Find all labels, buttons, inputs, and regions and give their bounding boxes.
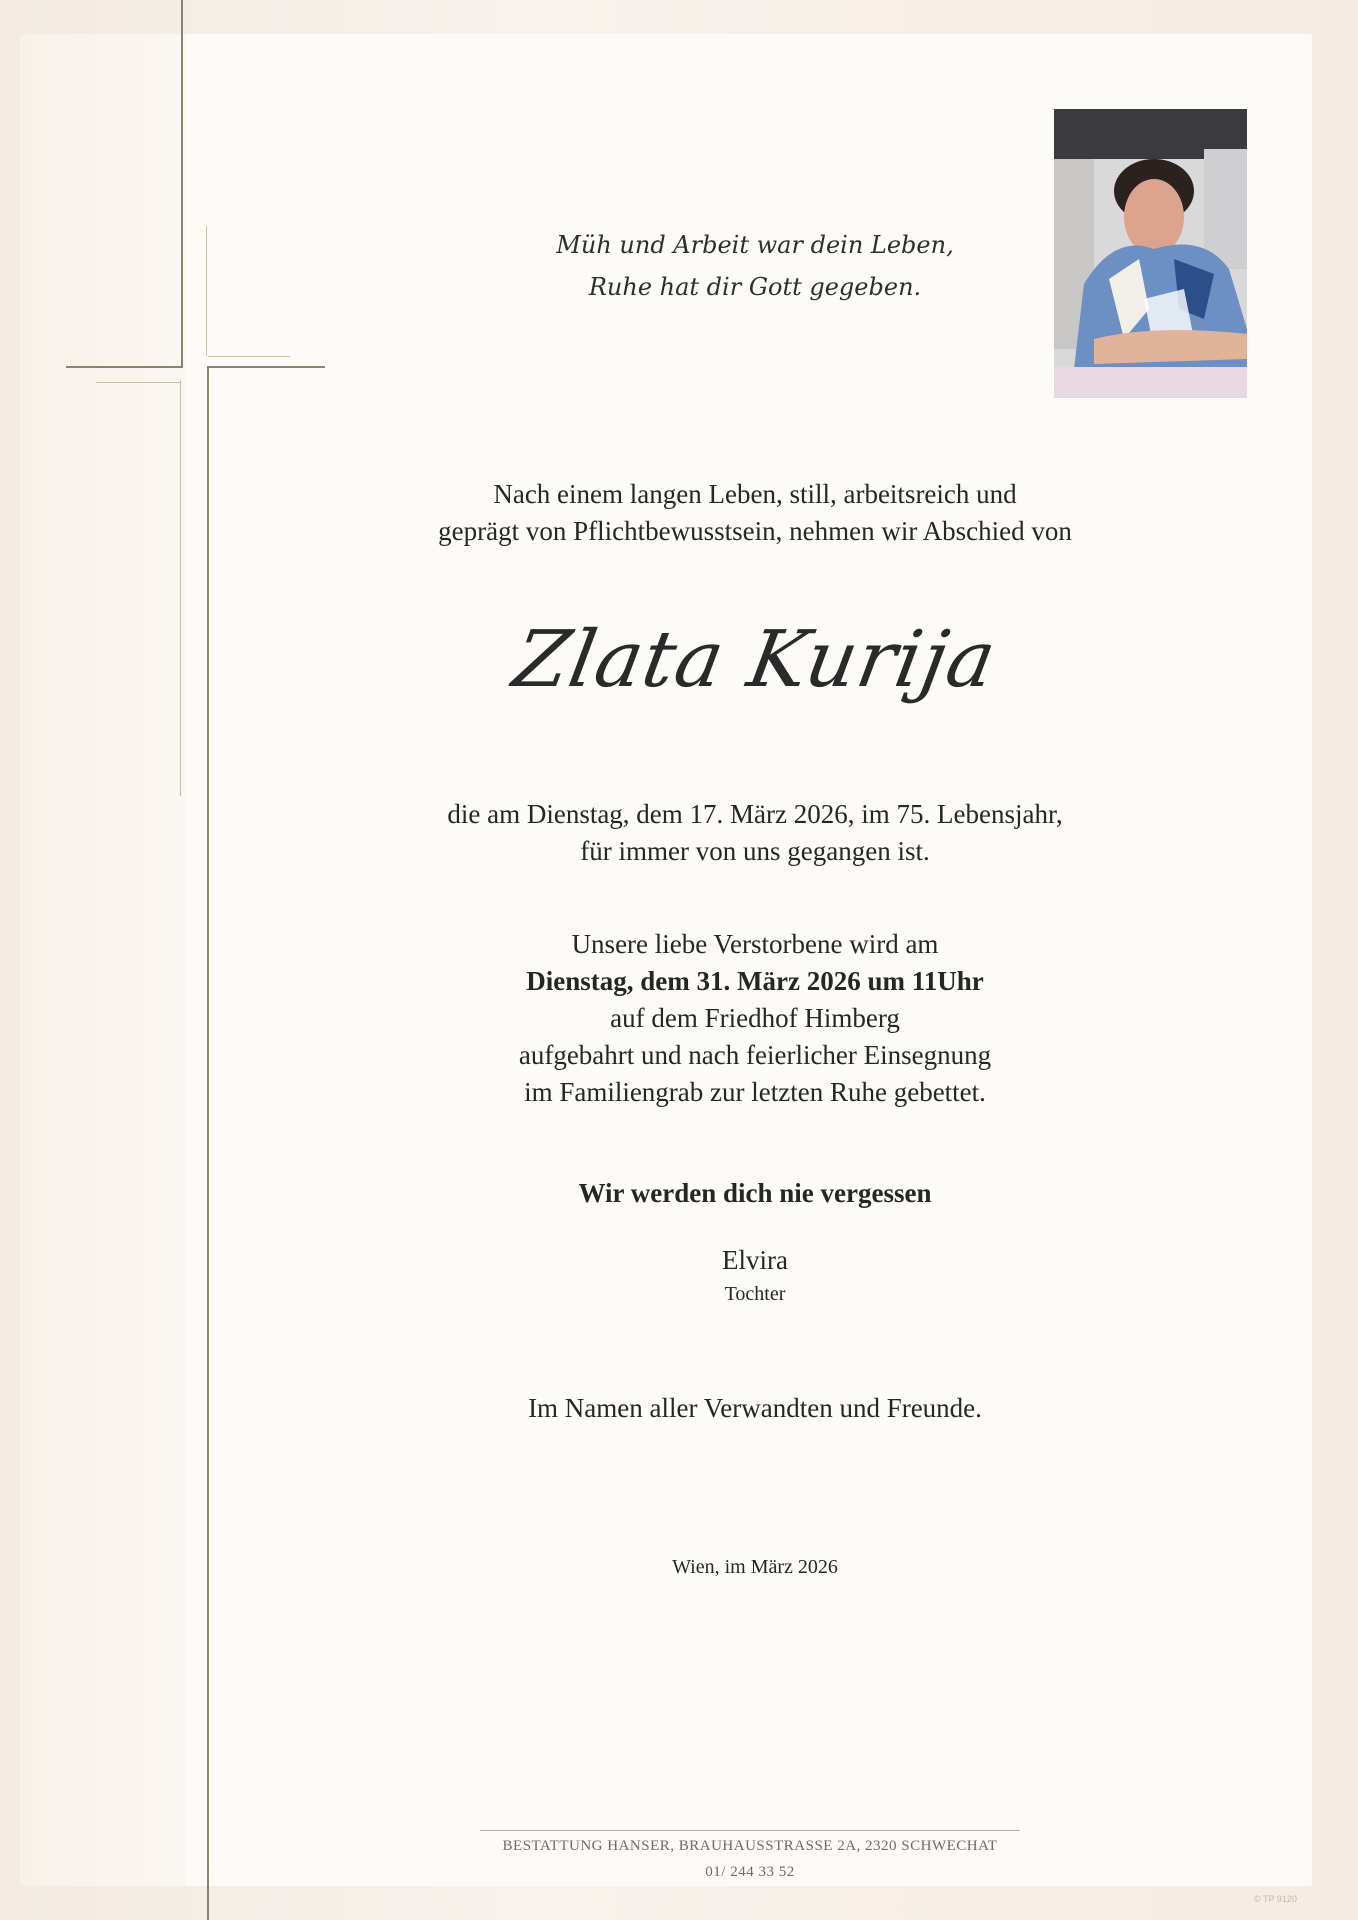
intro-text xyxy=(340,476,1170,550)
footer-company: BESTATTUNG HANSER, BRAUHAUSSTRASSE 2A, 2320 SCHWECHAT xyxy=(502,1838,998,1854)
cross-horizontal-accent-right xyxy=(208,356,290,357)
funeral-details xyxy=(340,926,1170,1111)
intro-line-1: Nach einem langen Leben, still, arbeitsreich und xyxy=(493,479,1017,509)
funeral-line-1: Unsere liebe Verstorbene wird am xyxy=(571,929,939,959)
mourner-name: Elvira xyxy=(722,1245,788,1275)
verse xyxy=(340,224,1170,308)
deceased-name: Zlata Kurija xyxy=(507,615,1003,705)
funeral-line-3: auf dem Friedhof Himberg xyxy=(610,1003,900,1033)
template-code: © TP 9120 xyxy=(1254,1894,1297,1904)
cross-vertical-line-right xyxy=(207,368,209,1920)
cross-horizontal-line-right xyxy=(207,366,325,368)
death-notice-line-1: die am Dienstag, dem 17. März 2026, im 75. Lebensjahr, xyxy=(447,799,1063,829)
death-notice xyxy=(340,796,1170,870)
funeral-date-time: Dienstag, dem 31. März 2026 um 11Uhr xyxy=(526,966,984,996)
mourner-relation: Tochter xyxy=(724,1283,786,1305)
funeral-line-5: im Familiengrab zur letzten Ruhe gebettet. xyxy=(524,1077,986,1107)
place-date: Wien, im März 2026 xyxy=(672,1556,838,1578)
cross-horizontal-accent-left xyxy=(96,382,180,383)
farewell-line: Wir werden dich nie vergessen xyxy=(578,1178,932,1208)
intro-line-2: geprägt von Pflichtbewusstsein, nehmen wir Abschied von xyxy=(438,516,1072,546)
cross-vertical-line-lower-accent xyxy=(180,380,181,796)
cross-panel xyxy=(20,34,186,1886)
death-notice-line-2: für immer von uns gegangen ist. xyxy=(580,836,930,866)
funeral-line-4: aufgebahrt und nach feierlicher Einsegnung xyxy=(518,1040,992,1070)
verse-line-1: Müh und Arbeit war dein Leben, xyxy=(556,231,954,259)
footer-phone: 01/ 244 33 52 xyxy=(705,1864,795,1880)
cross-vertical-line-upper-accent xyxy=(206,226,207,356)
footer-divider xyxy=(480,1830,1020,1831)
cross-horizontal-line-left xyxy=(66,366,182,368)
closing-line: Im Namen aller Verwandten und Freunde. xyxy=(528,1393,982,1423)
verse-line-2: Ruhe hat dir Gott gegeben. xyxy=(588,273,922,301)
cross-vertical-line-left xyxy=(181,0,183,368)
